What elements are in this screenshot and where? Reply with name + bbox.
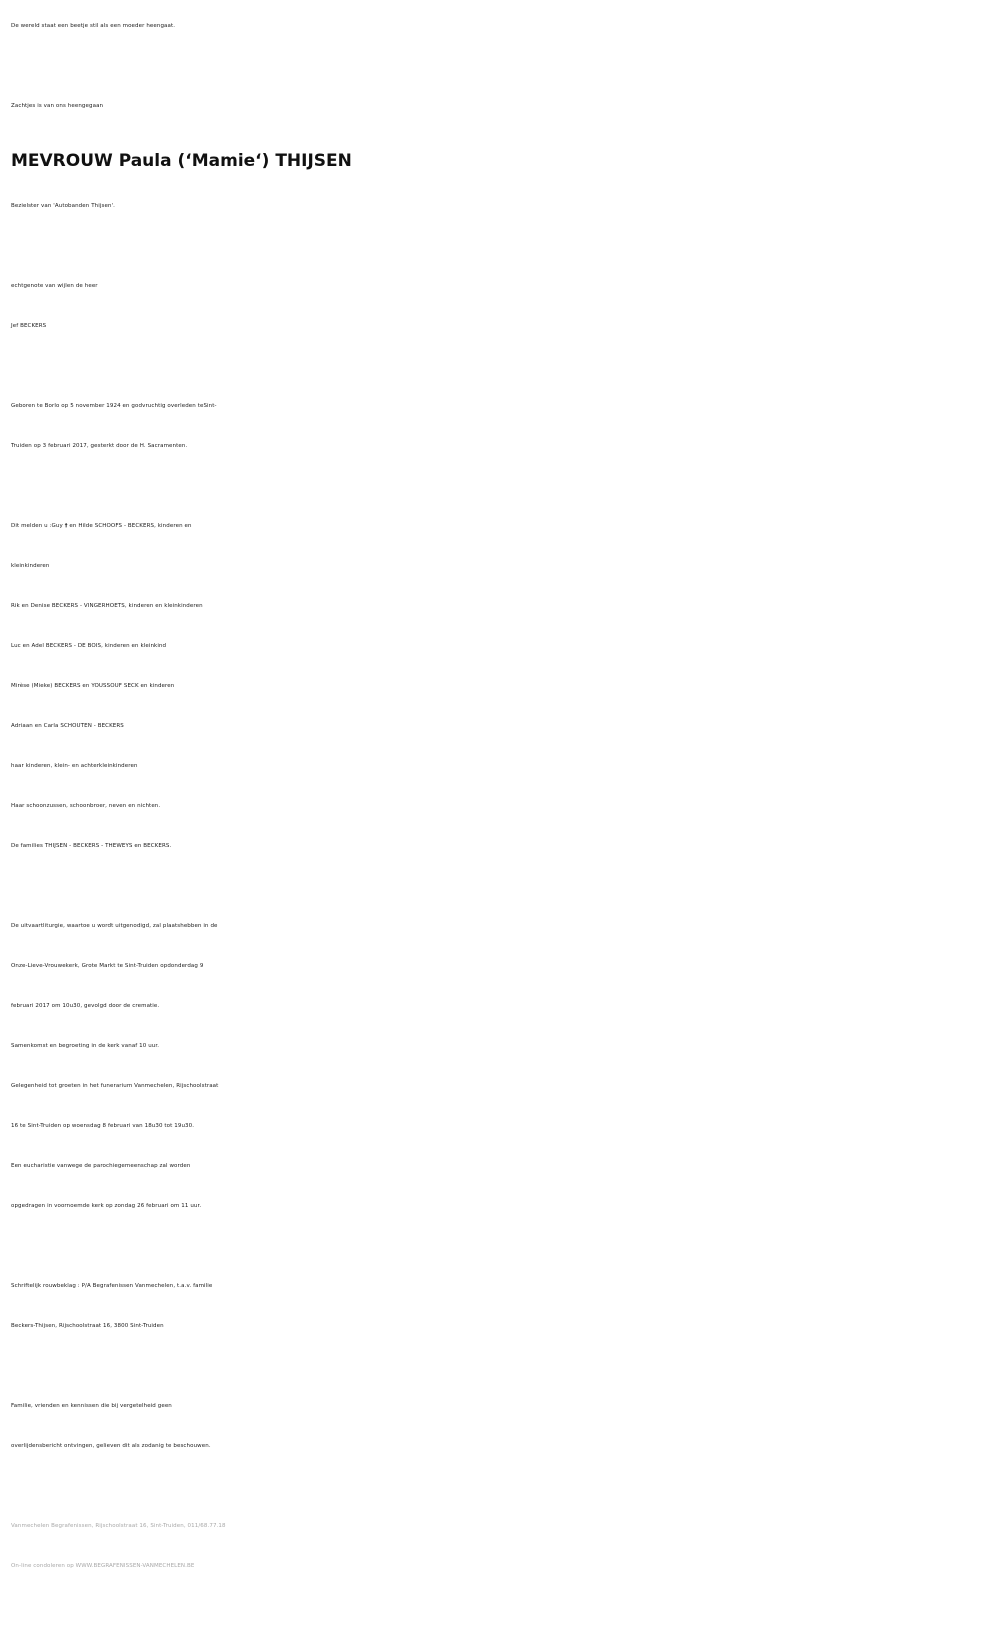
spacer <box>11 1226 991 1266</box>
family-line: Rik en Denise BECKERS - VINGERHOETS, kinderen en kleinkinderen <box>11 603 203 609</box>
condolence-line: Schriftelijk rouwbeklag : P/A Begrafenissen Vanmechelen, t.a.v. familie <box>11 1283 213 1289</box>
cross-icon: † <box>64 523 68 529</box>
deceased-subtitle: Bezielster van 'Autobanden Thijsen'. <box>11 203 115 209</box>
funeral-line: 16 te Sint-Truiden op woensdag 8 februari van 18u30 tot 19u30. <box>11 1123 195 1129</box>
deceased-name: MEVROUW Paula (‘Mamie‘) THIJSEN <box>11 151 352 171</box>
family-line: De families THIJSEN - BECKERS - THEWEYS en BECKERS. <box>11 843 172 849</box>
family-line <box>11 506 991 546</box>
spacer <box>11 1466 991 1506</box>
spacer <box>11 46 991 86</box>
spouse-line: echtgenote van wijlen de heer <box>11 283 98 289</box>
funeral-line: Gelegenheid tot groeten in het funerarium Vanmechelen, Rijschoolstraat <box>11 1083 219 1089</box>
funeral-line: opgedragen in voornoemde kerk op zondag 26 februari om 11 uur. <box>11 1203 202 1209</box>
family-line: Mirèse (Mieke) BECKERS en YOUSSOUF SECK en kinderen <box>11 683 175 689</box>
family-prefix: Dit melden u :Guy <box>11 523 65 529</box>
spacer <box>11 346 991 386</box>
closing-line: Familie, vrienden en kennissen die bij vergetelheid geen <box>11 1403 172 1409</box>
footer-address: Vanmechelen Begrafenissen, Rijschoolstraat 16, Sint-Truiden, 011/68.77.18 <box>11 1523 226 1529</box>
spacer <box>11 226 991 266</box>
funeral-line: Samenkomst en begroeting in de kerk vanaf 10 uur. <box>11 1043 160 1049</box>
spacer <box>11 1346 991 1386</box>
family-suffix: en Hilde SCHOOFS - BECKERS, kinderen en <box>67 523 192 529</box>
family-line: haar kinderen, klein- en achterkleinkinderen <box>11 763 138 769</box>
family-line: Luc en Adel BECKERS - DE BOIS, kinderen en kleinkind <box>11 643 167 649</box>
spouse-name: Jef BECKERS <box>11 323 47 329</box>
birth-death-line: Truiden op 3 februari 2017, gesterkt door de H. Sacramenten. <box>11 443 188 449</box>
family-line: kleinkinderen <box>11 563 50 569</box>
funeral-line: Onze-Lieve-Vrouwekerk, Grote Markt te Sint-Truiden opdonderdag 9 <box>11 963 204 969</box>
obituary-notice <box>11 6 991 1586</box>
funeral-line: De uitvaartliturgie, waartoe u wordt uitgenodigd, zal plaatshebben in de <box>11 923 218 929</box>
condolence-line: Beckers-Thijsen, Rijschoolstraat 16, 3800 Sint-Truiden <box>11 1323 164 1329</box>
funeral-line: Een eucharistie vanwege de parochiegemeenschap zal worden <box>11 1163 191 1169</box>
family-line: Haar schoonzussen, schoonbroer, neven en nichten. <box>11 803 161 809</box>
birth-death-line: Geboren te Borlo op 5 november 1924 en godvruchtig overleden teSint- <box>11 403 217 409</box>
spacer <box>11 466 991 506</box>
intro-line: Zachtjes is van ons heengegaan <box>11 103 104 109</box>
closing-line: overlijdensbericht ontvingen, gelieven dit als zodanig te beschouwen. <box>11 1443 211 1449</box>
family-line: Adriaan en Carla SCHOUTEN - BECKERS <box>11 723 124 729</box>
footer-website[interactable]: On-line condoleren op WWW.BEGRAFENISSEN-VANMECHELEN.BE <box>11 1563 195 1569</box>
opening-line: De wereld staat een beetje stil als een moeder heengaat. <box>11 23 176 29</box>
funeral-line: februari 2017 om 10u30, gevolgd door de crematie. <box>11 1003 160 1009</box>
spacer <box>11 866 991 906</box>
